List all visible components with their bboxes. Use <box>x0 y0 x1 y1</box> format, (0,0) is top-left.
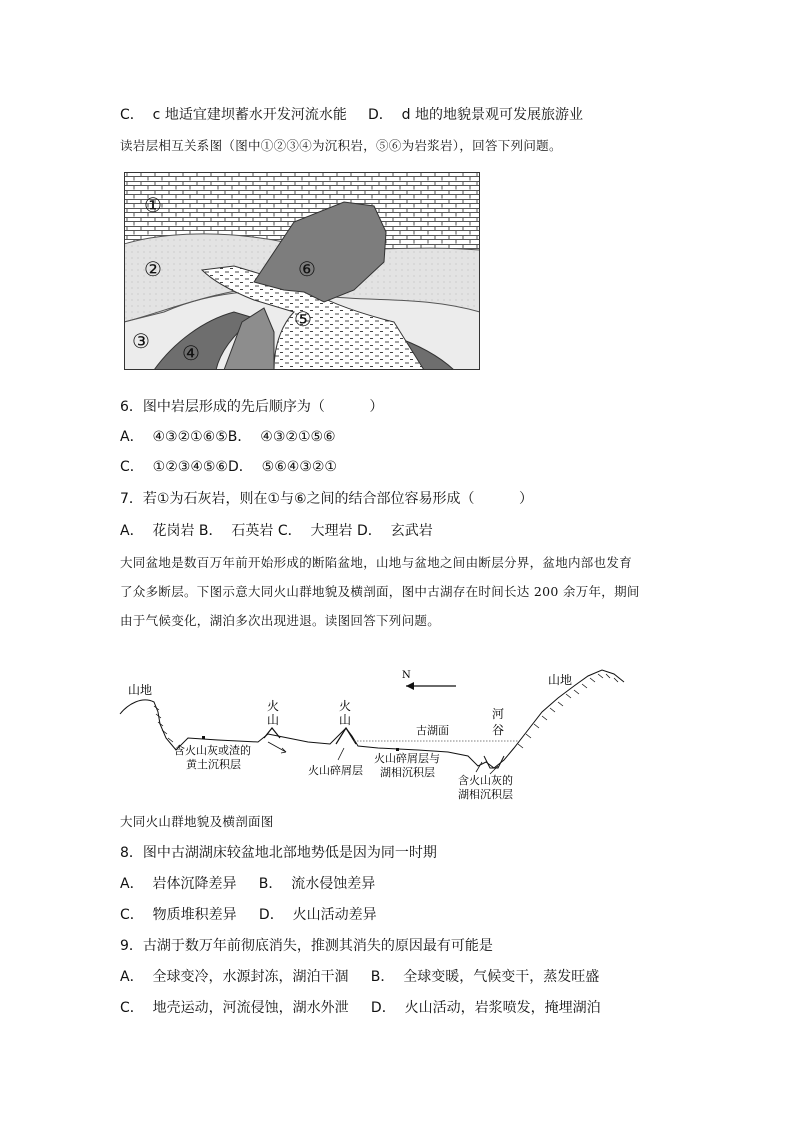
mountain-left-label: 山地 <box>128 683 153 697</box>
q8-options-cd: C． 物质堆积差异 D． 火山活动差异 <box>120 907 377 923</box>
layer-scoria-lake-label-1: 火山碎屑层与 <box>374 752 440 765</box>
layer-ash-lake-label-2: 湖相沉积层 <box>458 788 513 801</box>
river-valley <box>484 756 504 768</box>
label-6: ⑥ <box>298 257 316 281</box>
rock-intro-text: 读岩层相互关系图（图中①②③④为沉积岩，⑤⑥为岩浆岩），回答下列问题。 <box>120 138 562 153</box>
q5-option-d: D． d 地的地貌景观可发展旅游业 <box>368 107 584 123</box>
mountain-right-label: 山地 <box>548 673 573 687</box>
section-figure-caption: 大同火山群地貌及横剖面图 <box>120 814 274 829</box>
rock-layer-diagram <box>124 172 480 370</box>
q9-options-ab: A． 全球变冷，水源封冻，湖泊干涸 B． 全球变暖，气候变干，蒸发旺盛 <box>120 969 600 985</box>
volcano-2-cone <box>336 728 356 744</box>
q7-options: A． 花岗岩 B． 石英岩 C． 大理岩 D． 玄武岩 <box>120 523 433 539</box>
q5-options-cd <box>120 104 583 124</box>
volcano-2-label-top: 火 <box>339 699 352 713</box>
datong-intro-line-3: 由于气候变化，湖泊多次出现进退。读图回答下列问题。 <box>120 613 441 628</box>
q7-stem: 7．若①为石灰岩，则在①与⑥之间的结合部位容易形成（ ） <box>120 491 534 507</box>
volcano-2-label-bottom: 山 <box>339 713 352 727</box>
label-3: ③ <box>132 329 150 353</box>
q8-stem: 8．图中古湖湖床较盆地北部地势低是因为同一时期 <box>120 845 437 861</box>
label-1: ① <box>144 193 162 217</box>
q5-option-c: C． c 地适宜建坝蓄水开发河流水能 <box>120 107 347 123</box>
volcano-cross-section-diagram <box>118 664 628 806</box>
layer-loess-label-1: 含火山灰或渣的 <box>174 744 251 757</box>
label-5: ⑤ <box>294 307 312 331</box>
lake-surface-label: 古湖面 <box>416 724 449 737</box>
layer-scoria-label: 火山碎屑层 <box>308 764 363 777</box>
volcano-1-cone <box>264 728 280 738</box>
q6-options-cd: C． ①②③④⑤⑥D． ⑤⑥④③②① <box>120 459 337 475</box>
layer-ash-lake-label-1: 含火山灰的 <box>458 774 513 787</box>
river-valley-label-bottom: 谷 <box>492 723 505 737</box>
q6-options-ab: A． ④③②①⑥⑤B． ④③②①⑤⑥ <box>120 429 336 445</box>
label-2: ② <box>144 257 162 281</box>
river-valley-label-top: 河 <box>492 707 505 721</box>
q8-options-ab: A． 岩体沉降差异 B． 流水侵蚀差异 <box>120 876 376 892</box>
datong-intro-line-1: 大同盆地是数百万年前开始形成的断陷盆地，山地与盆地之间由断层分界，盆地内部也发育 <box>120 555 633 570</box>
q9-stem: 9．古湖于数万年前彻底消失，推测其消失的原因最有可能是 <box>120 938 493 954</box>
datong-intro-line-2: 了众多断层。下图示意大同火山群地貌及横剖面，图中古湖存在时间长达 200 余万年，期间 <box>120 584 640 599</box>
q9-options-cd: C． 地壳运动，河流侵蚀，湖水外泄 D． 火山活动，岩浆喷发，掩埋湖泊 <box>120 1000 601 1016</box>
layer-scoria-lake-label-2: 湖相沉积层 <box>380 766 435 779</box>
q6-stem: 6．图中岩层形成的先后顺序为（ ） <box>120 399 384 415</box>
label-4: ④ <box>182 341 200 365</box>
volcano-1-label-top: 火 <box>267 699 280 713</box>
north-label: N <box>402 670 411 681</box>
volcano-1-label-bottom: 山 <box>267 713 280 727</box>
layer-loess-label-2: 黄土沉积层 <box>186 758 241 771</box>
